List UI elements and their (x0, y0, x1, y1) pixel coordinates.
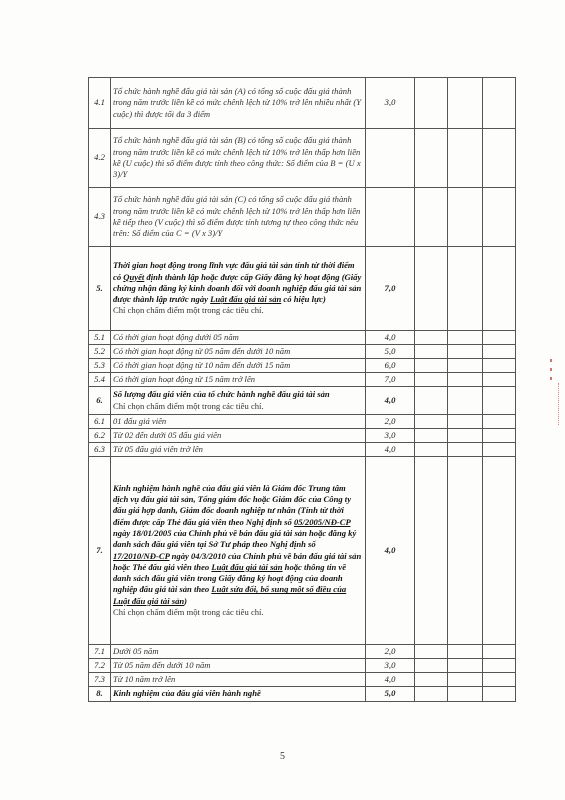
empty-cell (448, 687, 483, 702)
empty-cell (415, 457, 448, 645)
row-number: 6. (89, 387, 111, 415)
empty-cell (483, 129, 516, 188)
row-number: 5.3 (89, 359, 111, 373)
criterion-cell: Tổ chức hành nghề đấu giá tài sản (C) có tổng số cuộc đấu giá thành trong năm trước liền kề có mức chênh lệch từ 10% trở lên thấp hơn liền kề tiếp theo (V cuộc) thì số điểm được tính tương tự theo công thức nêu trên: Số điểm của C = (V x 3)/Y (111, 188, 366, 247)
empty-cell (483, 645, 516, 659)
table-row (89, 387, 516, 415)
table-row (89, 373, 516, 387)
table-row (89, 78, 516, 129)
empty-cell (483, 659, 516, 673)
table-row (89, 188, 516, 247)
row-number: 5.4 (89, 373, 111, 387)
empty-cell (415, 129, 448, 188)
criterion-cell: Tổ chức hành nghề đấu giá tài sản (B) có tổng số cuộc đấu giá thành trong năm trước liền kề có mức chênh lệch từ 10% trở lên thấp hơn liền kề (U cuộc) thì số điểm được tính theo công thức: Số điểm của B = (U x 3)/Y (111, 129, 366, 188)
table-row (89, 457, 516, 645)
empty-cell (483, 345, 516, 359)
table-row (89, 415, 516, 429)
row-number: 8. (89, 687, 111, 702)
empty-cell (415, 188, 448, 247)
max-score: 6,0 (366, 359, 415, 373)
table-row (89, 247, 516, 331)
max-score: 3,0 (366, 659, 415, 673)
empty-cell (483, 457, 516, 645)
max-score: 2,0 (366, 415, 415, 429)
empty-cell (483, 687, 516, 702)
criterion-cell: Từ 05 đấu giá viên trở lên (111, 443, 366, 457)
max-score: 7,0 (366, 373, 415, 387)
criterion-cell: Có thời gian hoạt động dưới 05 năm (111, 331, 366, 345)
empty-cell (483, 387, 516, 415)
row-number: 7.3 (89, 673, 111, 687)
table-row (89, 429, 516, 443)
empty-cell (415, 331, 448, 345)
empty-cell (448, 331, 483, 345)
table-row (89, 345, 516, 359)
row-number: 5.2 (89, 345, 111, 359)
max-score: 4,0 (366, 457, 415, 645)
empty-cell (483, 443, 516, 457)
empty-cell (448, 373, 483, 387)
table-row (89, 659, 516, 673)
empty-cell (448, 387, 483, 415)
max-score (366, 188, 415, 247)
max-score: 5,0 (366, 687, 415, 702)
table-row (89, 687, 516, 702)
empty-cell (448, 429, 483, 443)
row-number: 5. (89, 247, 111, 331)
table-row (89, 129, 516, 188)
empty-cell (483, 78, 516, 129)
empty-cell (483, 429, 516, 443)
criterion-cell: Từ 10 năm trở lên (111, 673, 366, 687)
empty-cell (448, 673, 483, 687)
empty-cell (448, 443, 483, 457)
empty-cell (483, 331, 516, 345)
empty-cell (483, 188, 516, 247)
empty-cell (483, 673, 516, 687)
empty-cell (483, 373, 516, 387)
max-score: 4,0 (366, 443, 415, 457)
max-score: 4,0 (366, 387, 415, 415)
empty-cell (415, 387, 448, 415)
max-score: 3,0 (366, 429, 415, 443)
criterion-cell: Từ 05 năm đến dưới 10 năm (111, 659, 366, 673)
empty-cell (415, 443, 448, 457)
scan-edge-mark (546, 353, 556, 413)
empty-cell (448, 359, 483, 373)
empty-cell (415, 247, 448, 331)
row-number: 6.2 (89, 429, 111, 443)
criterion-cell: Dưới 05 năm (111, 645, 366, 659)
empty-cell (415, 373, 448, 387)
empty-cell (415, 415, 448, 429)
scan-stamp-edge (558, 383, 563, 425)
page-number: 5 (280, 751, 285, 762)
max-score: 4,0 (366, 673, 415, 687)
max-score: 2,0 (366, 645, 415, 659)
empty-cell (448, 78, 483, 129)
table-row (89, 645, 516, 659)
max-score: 4,0 (366, 331, 415, 345)
empty-cell (448, 645, 483, 659)
row-number: 4.1 (89, 78, 111, 129)
criterion-cell: Có thời gian hoạt động từ 05 năm đến dưới 10 năm (111, 345, 366, 359)
max-score (366, 129, 415, 188)
row-number: 7. (89, 457, 111, 645)
empty-cell (483, 415, 516, 429)
table-row (89, 359, 516, 373)
table-row (89, 443, 516, 457)
criterion-cell: Có thời gian hoạt động từ 15 năm trở lên (111, 373, 366, 387)
criterion-cell: 01 đấu giá viên (111, 415, 366, 429)
criterion-cell: Có thời gian hoạt động từ 10 năm đến dưới 15 năm (111, 359, 366, 373)
empty-cell (448, 457, 483, 645)
empty-cell (448, 659, 483, 673)
selection-note: Chỉ chọn chấm điểm một trong các tiêu chí. (113, 305, 264, 316)
criterion-cell: Số lượng đấu giá viên của tổ chức hành nghề đấu giá tài sản Chỉ chọn chấm điểm một trong các tiêu chí. (111, 387, 366, 415)
row-number: 6.1 (89, 415, 111, 429)
row-number: 4.2 (89, 129, 111, 188)
table-row (89, 331, 516, 345)
empty-cell (483, 359, 516, 373)
max-score: 5,0 (366, 345, 415, 359)
criterion-cell: Từ 02 đến dưới 05 đấu giá viên (111, 429, 366, 443)
max-score: 7,0 (366, 247, 415, 331)
criterion-cell: Kinh nghiệm của đấu giá viên hành nghề (111, 687, 366, 702)
empty-cell (415, 673, 448, 687)
empty-cell (483, 247, 516, 331)
criterion-cell: Kinh nghiệm hành nghề của đấu giá viên là Giám đốc Trung tâm dịch vụ đấu giá tài sản, Tổng giám đốc hoặc Giám đốc của Công ty đấu giá hợp danh, Giám đốc doanh nghiệp tư nhân (Tính từ thời điểm được cấp Thẻ đấu giá viên theo Nghị định số 05/2005/NĐ-CP ngày 18/01/2005 của Chính phủ về bán đấu giá tài sản hoặc đăng ký danh sách đấu giá viên tại Sở Tư pháp theo Nghị định số 17/2010/NĐ-CP ngày 04/3/2010 của Chính phủ về bán đấu giá tài sản hoặc Thẻ đấu giá viên theo Luật đấu giá tài sản hoặc thông tin về danh sách đấu giá viên trong Giấy đăng ký hoạt động của doanh nghiệp đấu giá tài sản theo Luật sửa đổi, bổ sung một số điều của Luật đấu giá tài sản) Chỉ chọn chấm điểm một trong các tiêu chí. (111, 457, 366, 645)
selection-note: Chỉ chọn chấm điểm một trong các tiêu chí. (113, 606, 264, 617)
selection-note: Chỉ chọn chấm điểm một trong các tiêu chí. (113, 400, 264, 411)
empty-cell (415, 429, 448, 443)
row-number: 6.3 (89, 443, 111, 457)
table-row (89, 673, 516, 687)
criterion-cell: Tổ chức hành nghề đấu giá tài sản (A) có tổng số cuộc đấu giá thành trong năm trước liền kề có mức chênh lệch từ 10% trở lên nhiều nhất (Y cuộc) thì được tối đa 3 điểm (111, 78, 366, 129)
empty-cell (415, 659, 448, 673)
empty-cell (415, 359, 448, 373)
row-number: 5.1 (89, 331, 111, 345)
max-score: 3,0 (366, 78, 415, 129)
empty-cell (448, 247, 483, 331)
empty-cell (448, 415, 483, 429)
criterion-cell: Thời gian hoạt động trong lĩnh vực đấu giá tài sản tính từ thời điểm có Quyết định thành lập hoặc được cấp Giấy đăng ký hoạt động (Giấy chứng nhận đăng ký kinh doanh đối với doanh nghiệp đấu giá tài sản được thành lập trước ngày Luật đấu giá tài sản có hiệu lực) Chỉ chọn chấm điểm một trong các tiêu chí. (111, 247, 366, 331)
empty-cell (448, 129, 483, 188)
empty-cell (415, 645, 448, 659)
row-number: 4.3 (89, 188, 111, 247)
empty-cell (448, 188, 483, 247)
row-number: 7.2 (89, 659, 111, 673)
empty-cell (415, 687, 448, 702)
empty-cell (415, 345, 448, 359)
empty-cell (415, 78, 448, 129)
scoring-criteria-table (88, 77, 516, 702)
row-number: 7.1 (89, 645, 111, 659)
empty-cell (448, 345, 483, 359)
